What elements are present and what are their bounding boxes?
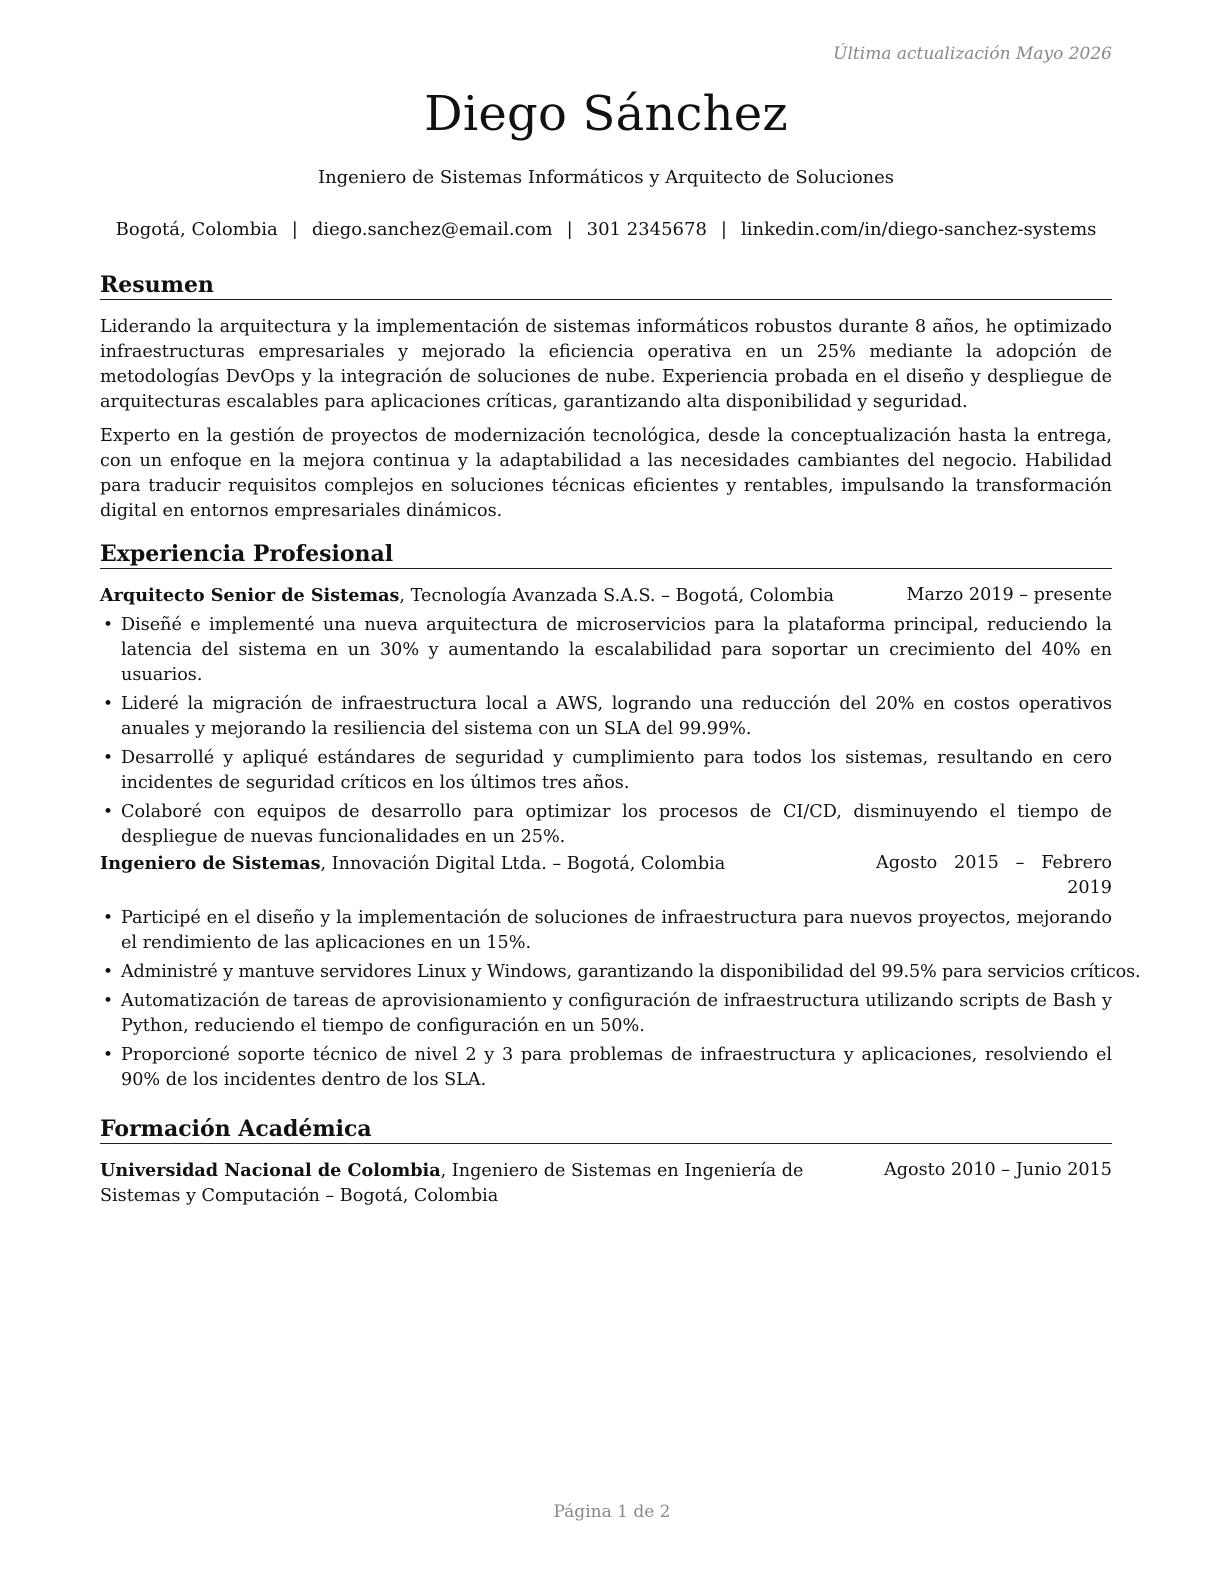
contact-linkedin[interactable]: linkedin.com/in/diego-sanchez-systems — [740, 219, 1097, 240]
section-title-experience: Experiencia Profesional — [100, 541, 1112, 569]
job-title-line — [100, 851, 725, 877]
summary-paragraph-1: Liderando la arquitectura y la implementación de sistemas informáticos robustos durante 8 años, he optimizado infraestructuras empresariales y mejorado la eficiencia operativa en un 25% mediante la adopción de metodologías DevOps y la integración de soluciones de nube. Experiencia probada en el diseño y despliegue de arquitecturas escalables para aplicaciones críticas, garantizando alta disponibilidad y seguridad. — [100, 317, 1112, 412]
job-dates: Agosto 2015 – Febrero 2019 — [876, 853, 1112, 898]
last-updated: Última actualización Mayo 2026 — [833, 44, 1112, 64]
bullet-icon: • — [103, 802, 114, 822]
contact-location: Bogotá, Colombia — [115, 219, 278, 240]
job-role: Ingeniero de Sistemas — [100, 853, 321, 874]
headline: Ingeniero de Sistemas Informáticos y Arquitecto de Soluciones — [317, 167, 895, 188]
job-title-line — [100, 583, 834, 609]
list-item: • Colaboré con equipos de desarrollo para optimizar los procesos de CI/CD, disminuyendo el tiempo de despliegue de nuevas funcionalidades en un 25%. — [103, 802, 1112, 847]
list-item: • Participé en el diseño y la implementación de soluciones de infraestructura para nuevos proyectos, mejorando el rendimiento de las aplicaciones en un 15%. — [103, 908, 1112, 953]
candidate-name: Diego Sánchez — [424, 86, 788, 142]
education-institution: Universidad Nacional de Colombia — [100, 1160, 441, 1181]
education-dates: Agosto 2010 – Junio 2015 — [884, 1160, 1112, 1180]
bullet-icon: • — [103, 991, 114, 1011]
contact-separator: | — [291, 219, 298, 240]
job-company: , Innovación Digital Ltda. – Bogotá, Colombia — [320, 854, 726, 874]
section-title-summary: Resumen — [100, 272, 1112, 300]
bullet-icon: • — [103, 962, 113, 982]
contact-phone[interactable]: 301 2345678 — [586, 219, 707, 240]
list-item: • Proporcioné soporte técnico de nivel 2 y 3 para problemas de infraestructura y aplicaciones, resolviendo el 90% de los incidentes dentro de los SLA. — [103, 1045, 1112, 1090]
list-item: • Diseñé e implementé una nueva arquitectura de microservicios para la plataforma principal, reduciendo la latencia del sistema en un 30% y aumentando la escalabilidad para soportar un crecimiento del 40% en usuarios. — [103, 615, 1112, 685]
section-title-education: Formación Académica — [100, 1116, 1112, 1144]
bullet-icon: • — [103, 908, 114, 928]
bullet-icon: • — [103, 694, 114, 714]
summary-paragraph-2: Experto en la gestión de proyectos de modernización tecnológica, desde la conceptualización hasta la entrega, con un enfoque en la mejora continua y la adaptabilidad a las necesidades cambiantes del negocio. Habilidad para traducir requisitos complejos en soluciones técnicas eficientes y rentables, impulsando la transformación digital en entornos empresariales dinámicos. — [100, 426, 1112, 521]
bullet-icon: • — [103, 1045, 114, 1065]
job-company: , Tecnología Avanzada S.A.S. – Bogotá, Colombia — [399, 586, 834, 606]
list-item: • Automatización de tareas de aprovisionamiento y configuración de infraestructura utilizando scripts de Bash y Python, reduciendo el tiempo de configuración en un 50%. — [103, 991, 1112, 1036]
contact-separator: | — [566, 219, 573, 240]
job-bullets — [100, 613, 1112, 854]
job-bullets — [100, 906, 1141, 1097]
contact-separator: | — [720, 219, 727, 240]
education-degree: , Ingeniero de Sistemas en Ingeniería de Sistemas y Computación – Bogotá, Colombia — [100, 1161, 804, 1206]
job-role: Arquitecto Senior de Sistemas — [100, 585, 400, 606]
job-dates: Marzo 2019 – presente — [906, 585, 1112, 605]
bullet-icon: • — [103, 615, 114, 635]
list-item: • Lideré la migración de infraestructura local a AWS, logrando una reducción del 20% en costos operativos anuales y mejorando la resiliencia del sistema con un SLA del 99.99%. — [103, 694, 1112, 739]
education-entry — [100, 1158, 1112, 1209]
education-text — [100, 1158, 880, 1209]
contact-line — [100, 219, 1112, 240]
list-item: • Administré y mantuve servidores Linux y Windows, garantizando la disponibilidad del 99.5% para servicios críticos. — [100, 960, 1112, 985]
list-item: • Desarrollé y apliqué estándares de seguridad y cumplimiento para todos los sistemas, resultando en cero incidentes de seguridad críticos en los últimos tres años. — [103, 748, 1112, 793]
contact-email[interactable]: diego.sanchez@email.com — [311, 219, 553, 240]
bullet-icon: • — [103, 748, 114, 768]
page-number: Página 1 de 2 — [553, 1502, 671, 1522]
